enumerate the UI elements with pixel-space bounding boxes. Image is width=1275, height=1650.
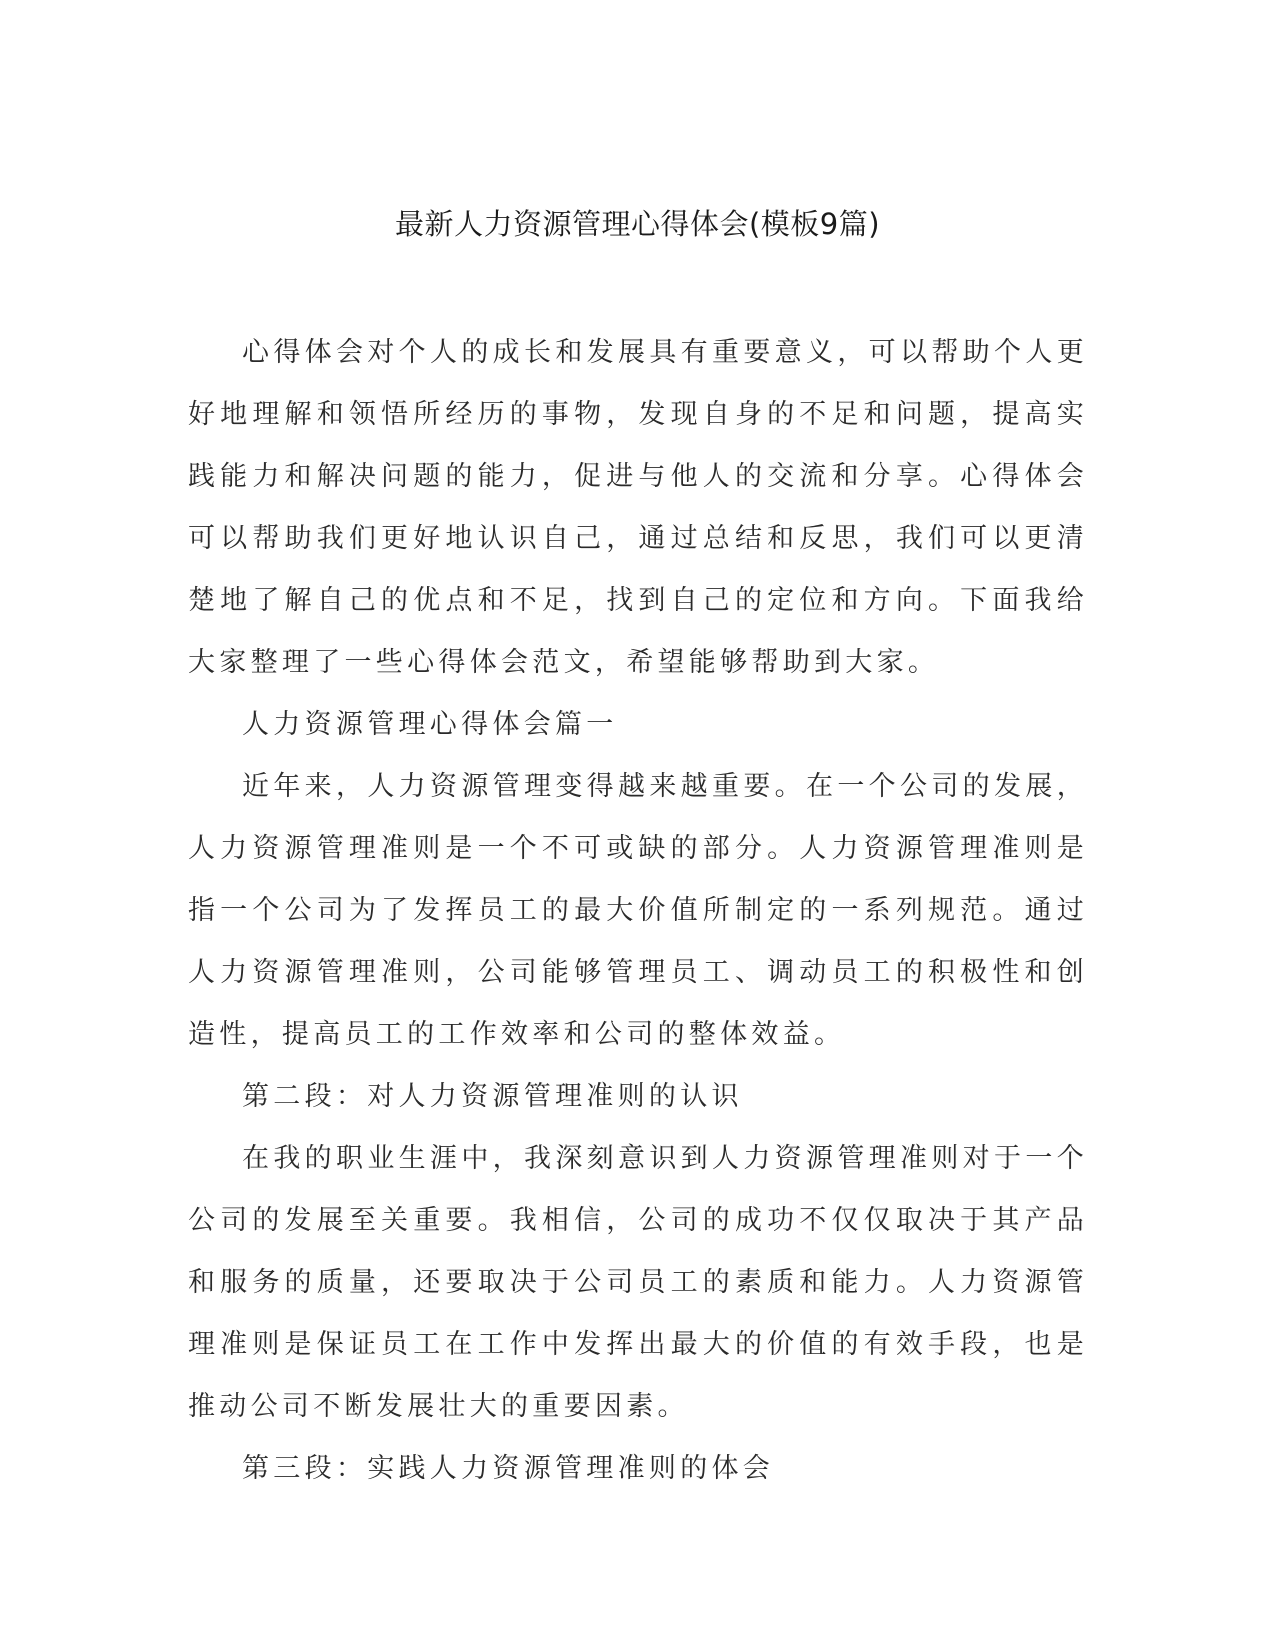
body-paragraph: 近年来，人力资源管理变得越来越重要。在一个公司的发展，人力资源管理准则是一个不可或缺的部分。人力资源管理准则是指一个公司为了发挥员工的最大价值所制定的一系列规范。通过人力资源管理准则，公司能够管理员工、调动员工的积极性和创造性，提高员工的工作效率和公司的整体效益。 — [188, 771, 1088, 1050]
document-body — [188, 322, 1088, 1500]
section-heading-part-one: 人力资源管理心得体会篇一 — [242, 709, 618, 740]
section-heading-third: 第三段：实践人力资源管理准则的体会 — [242, 1453, 775, 1484]
intro-paragraph: 心得体会对个人的成长和发展具有重要意义，可以帮助个人更好地理解和领悟所经历的事物，发现自身的不足和问题，提高实践能力和解决问题的能力，促进与他人的交流和分享。心得体会可以帮助我们更好地认识自己，通过总结和反思，我们可以更清楚地了解自己的优点和不足，找到自己的定位和方向。下面我给大家整理了一些心得体会范文，希望能够帮助到大家。 — [188, 337, 1088, 678]
body-paragraph: 在我的职业生涯中，我深刻意识到人力资源管理准则对于一个公司的发展至关重要。我相信，公司的成功不仅仅取决于其产品和服务的质量，还要取决于公司员工的素质和能力。人力资源管理准则是保证员工在工作中发挥出最大的价值的有效手段，也是推动公司不断发展壮大的重要因素。 — [188, 1143, 1088, 1422]
section-heading-second: 第二段：对人力资源管理准则的认识 — [242, 1081, 743, 1112]
document-title: 最新人力资源管理心得体会(模板9篇) — [394, 207, 881, 241]
